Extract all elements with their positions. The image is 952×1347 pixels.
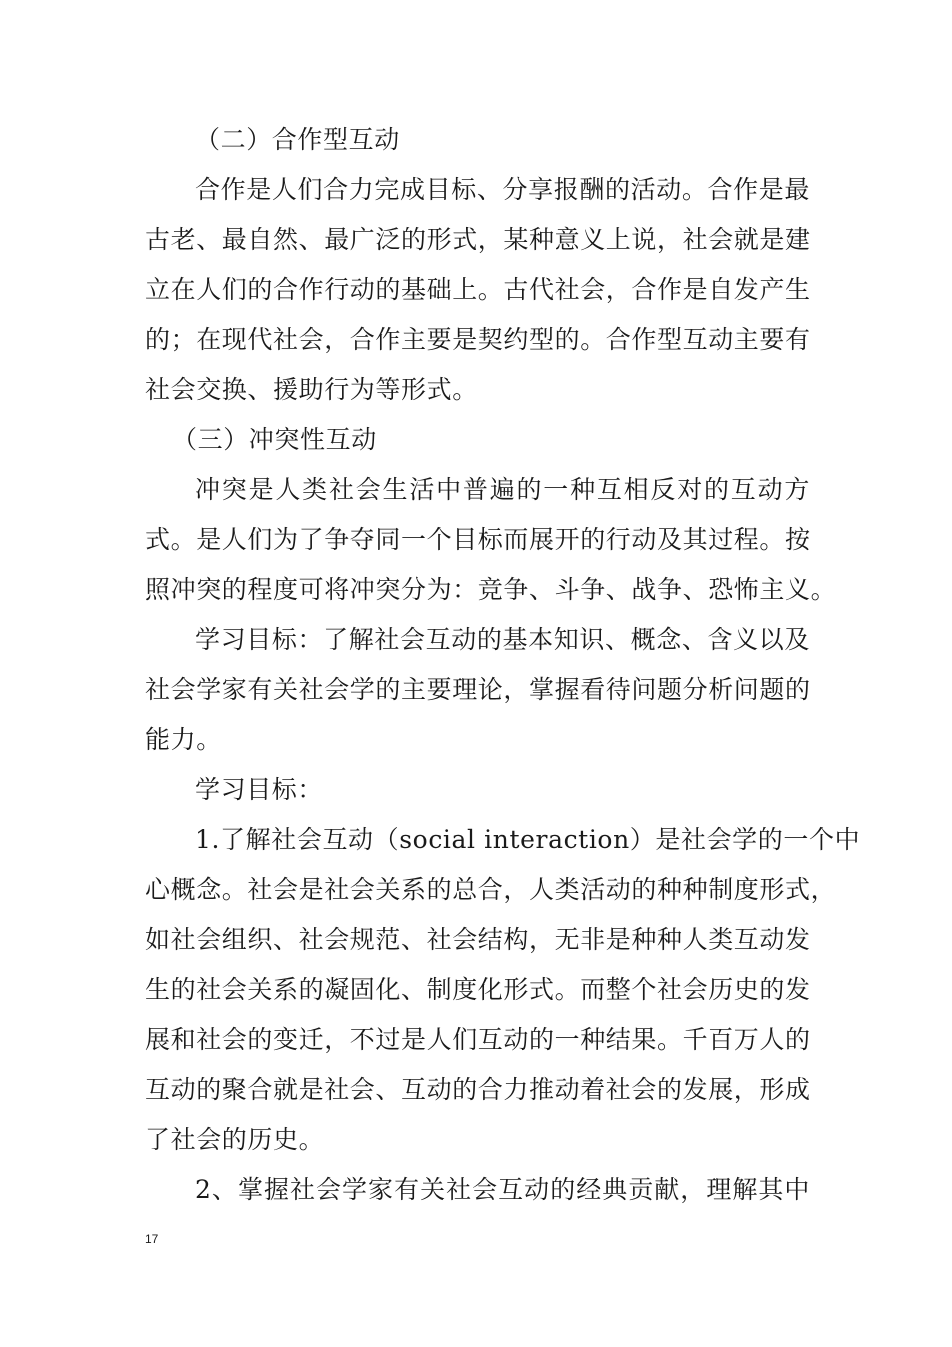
paragraph-line: 的；在现代社会，合作主要是契约型的。合作型互动主要有 — [145, 325, 811, 354]
paragraph-line: 社会学家有关社会学的主要理论，掌握看待问题分析问题的 — [145, 675, 811, 704]
paragraph-line: 式。是人们为了争夺同一个目标而展开的行动及其过程。按 — [145, 525, 811, 554]
paragraph-line: 冲突是人类社会生活中普遍的一种互相反对的互动方 — [195, 475, 810, 504]
paragraph-line: 1.了解社会互动（social interaction）是社会学的一个中 — [195, 825, 861, 854]
paragraph-line: 了社会的历史。 — [145, 1125, 325, 1154]
paragraph-line: 立在人们的合作行动的基础上。古代社会，合作是自发产生 — [145, 275, 811, 304]
paragraph-line: 古老、最自然、最广泛的形式，某种意义上说，社会就是建 — [145, 225, 811, 254]
page-number: 17 — [145, 1232, 159, 1246]
paragraph-line: 社会交换、援助行为等形式。 — [145, 375, 478, 404]
paragraph-line: 互动的聚合就是社会、互动的合力推动着社会的发展，形成 — [145, 1075, 811, 1104]
section-heading-cooperative-interaction: （二）合作型互动 — [195, 125, 400, 154]
paragraph-line: 照冲突的程度可将冲突分为：竞争、斗争、战争、恐怖主义。 — [145, 575, 837, 604]
paragraph-line: 生的社会关系的凝固化、制度化形式。而整个社会历史的发 — [145, 975, 811, 1004]
paragraph-line: 心概念。社会是社会关系的总合，人类活动的种种制度形式， — [145, 875, 837, 904]
paragraph-line: 学习目标：了解社会互动的基本知识、概念、含义以及 — [195, 625, 810, 654]
paragraph-line: 合作是人们合力完成目标、分享报酬的活动。合作是最 — [195, 175, 810, 204]
paragraph-line: 展和社会的变迁，不过是人们互动的一种结果。千百万人的 — [145, 1025, 811, 1054]
paragraph-line: 如社会组织、社会规范、社会结构，无非是种种人类互动发 — [145, 925, 811, 954]
learning-objectives-label: 学习目标： — [195, 775, 324, 804]
section-heading-conflict-interaction: （三）冲突性互动 — [172, 425, 377, 454]
paragraph-line: 2、掌握社会学家有关社会互动的经典贡献，理解其中 — [195, 1175, 810, 1204]
paragraph-line: 能力。 — [145, 725, 222, 754]
